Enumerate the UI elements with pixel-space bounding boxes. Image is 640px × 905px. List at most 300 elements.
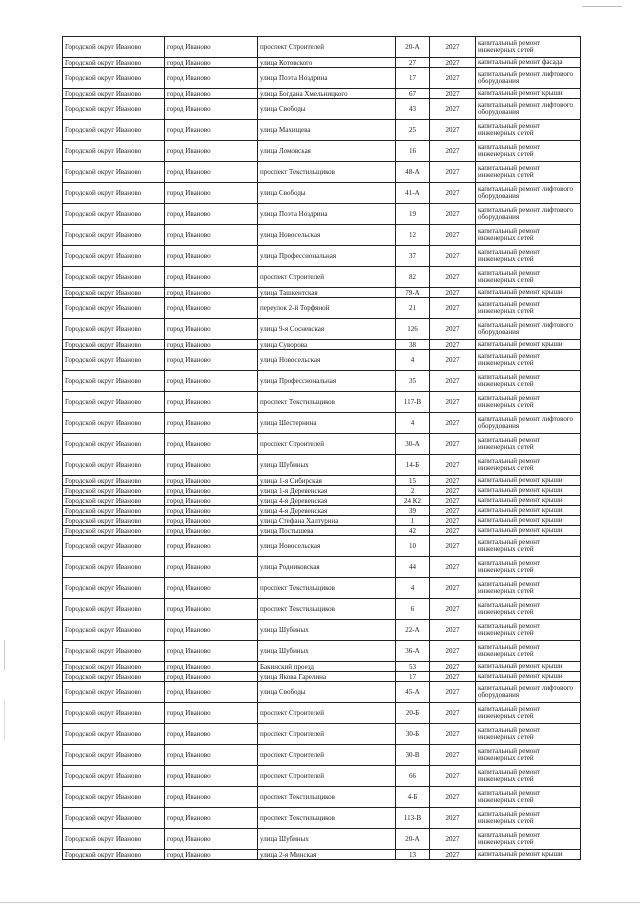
house-number-cell: 1	[396, 516, 430, 526]
year-cell: 2027	[430, 829, 476, 850]
street-cell: улица Шубиных	[258, 455, 396, 476]
street-cell: улица Шестернина	[258, 413, 396, 434]
table-row	[63, 267, 581, 288]
municipal-district-cell: Городской округ Иваново	[63, 37, 165, 58]
house-number-cell: 27	[396, 58, 430, 68]
city-cell: город Иваново	[165, 829, 258, 850]
municipal-district-cell: Городской округ Иваново	[63, 620, 165, 641]
table-row	[63, 506, 581, 516]
house-number-cell: 30-В	[396, 745, 430, 766]
street-cell: улица Постышева	[258, 526, 396, 536]
work-type-cell: капитальный ремонт крыши	[476, 516, 581, 526]
work-type-cell: капитальный ремонт инженерных сетей	[476, 745, 581, 766]
city-cell: город Иваново	[165, 787, 258, 808]
work-type-cell: капитальный ремонт инженерных сетей	[476, 724, 581, 745]
work-type-cell: капитальный ремонт инженерных сетей	[476, 829, 581, 850]
city-cell: город Иваново	[165, 371, 258, 392]
work-type-cell: капитальный ремонт инженерных сетей	[476, 641, 581, 662]
work-type-cell: капитальный ремонт инженерных сетей	[476, 225, 581, 246]
municipal-district-cell: Городской округ Иваново	[63, 476, 165, 486]
street-cell: улица Богдана Хмельницкого	[258, 89, 396, 99]
municipal-district-cell: Городской округ Иваново	[63, 682, 165, 703]
city-cell: город Иваново	[165, 340, 258, 350]
table-row	[63, 340, 581, 350]
house-number-cell: 6	[396, 599, 430, 620]
house-number-cell: 41-А	[396, 183, 430, 204]
work-type-cell: капитальный ремонт лифтового оборудования	[476, 682, 581, 703]
table-row	[63, 183, 581, 204]
city-cell: город Иваново	[165, 578, 258, 599]
work-type-cell: капитальный ремонт инженерных сетей	[476, 37, 581, 58]
municipal-district-cell: Городской округ Иваново	[63, 641, 165, 662]
house-number-cell: 15	[396, 476, 430, 486]
year-cell: 2027	[430, 434, 476, 455]
city-cell: город Иваново	[165, 434, 258, 455]
city-cell: город Иваново	[165, 455, 258, 476]
house-number-cell: 82	[396, 267, 430, 288]
year-cell: 2027	[430, 578, 476, 599]
year-cell: 2027	[430, 68, 476, 89]
municipal-district-cell: Городской округ Иваново	[63, 455, 165, 476]
house-number-cell: 45-А	[396, 682, 430, 703]
year-cell: 2027	[430, 319, 476, 340]
city-cell: город Иваново	[165, 496, 258, 506]
scan-artifact-top	[582, 6, 622, 7]
house-number-cell: 12	[396, 225, 430, 246]
municipal-district-cell: Городской округ Иваново	[63, 298, 165, 319]
work-type-cell: капитальный ремонт крыши	[476, 850, 581, 860]
year-cell: 2027	[430, 162, 476, 183]
house-number-cell: 25	[396, 120, 430, 141]
table-row	[63, 225, 581, 246]
municipal-district-cell: Городской округ Иваново	[63, 496, 165, 506]
table-row	[63, 557, 581, 578]
house-number-cell: 67	[396, 89, 430, 99]
house-number-cell: 30-А	[396, 434, 430, 455]
municipal-district-cell: Городской округ Иваново	[63, 120, 165, 141]
city-cell: город Иваново	[165, 703, 258, 724]
municipal-district-cell: Городской округ Иваново	[63, 141, 165, 162]
street-cell: улица 1-я Деревенская	[258, 486, 396, 496]
year-cell: 2027	[430, 392, 476, 413]
work-type-cell: капитальный ремонт лифтового оборудования	[476, 99, 581, 120]
municipal-district-cell: Городской округ Иваново	[63, 516, 165, 526]
street-cell: улица Шубиных	[258, 641, 396, 662]
scan-artifact-left	[4, 640, 5, 670]
table-row	[63, 413, 581, 434]
repair-register-table	[62, 36, 581, 860]
house-number-cell: 17	[396, 672, 430, 682]
municipal-district-cell: Городской округ Иваново	[63, 536, 165, 557]
table-row	[63, 298, 581, 319]
year-cell: 2027	[430, 141, 476, 162]
municipal-district-cell: Городской округ Иваново	[63, 340, 165, 350]
work-type-cell: капитальный ремонт инженерных сетей	[476, 578, 581, 599]
year-cell: 2027	[430, 599, 476, 620]
street-cell: улица Суворова	[258, 340, 396, 350]
municipal-district-cell: Городской округ Иваново	[63, 413, 165, 434]
municipal-district-cell: Городской округ Иваново	[63, 808, 165, 829]
year-cell: 2027	[430, 496, 476, 506]
city-cell: город Иваново	[165, 58, 258, 68]
year-cell: 2027	[430, 526, 476, 536]
work-type-cell: капитальный ремонт инженерных сетей	[476, 703, 581, 724]
year-cell: 2027	[430, 506, 476, 516]
street-cell: проспект Строителей	[258, 745, 396, 766]
house-number-cell: 30-Б	[396, 724, 430, 745]
house-number-cell: 44	[396, 557, 430, 578]
work-type-cell: капитальный ремонт крыши	[476, 288, 581, 298]
work-type-cell: капитальный ремонт лифтового оборудования	[476, 413, 581, 434]
municipal-district-cell: Городской округ Иваново	[63, 526, 165, 536]
year-cell: 2027	[430, 204, 476, 225]
table-row	[63, 371, 581, 392]
city-cell: город Иваново	[165, 516, 258, 526]
city-cell: город Иваново	[165, 808, 258, 829]
year-cell: 2027	[430, 557, 476, 578]
table-row	[63, 808, 581, 829]
street-cell: улица Ташкентская	[258, 288, 396, 298]
work-type-cell: капитальный ремонт фасада	[476, 58, 581, 68]
city-cell: город Иваново	[165, 476, 258, 486]
table-row	[63, 850, 581, 860]
work-type-cell: капитальный ремонт инженерных сетей	[476, 620, 581, 641]
year-cell: 2027	[430, 850, 476, 860]
municipal-district-cell: Городской округ Иваново	[63, 434, 165, 455]
work-type-cell: капитальный ремонт лифтового оборудования	[476, 68, 581, 89]
table-row	[63, 319, 581, 340]
year-cell: 2027	[430, 340, 476, 350]
city-cell: город Иваново	[165, 162, 258, 183]
street-cell: проспект Текстильщиков	[258, 787, 396, 808]
year-cell: 2027	[430, 745, 476, 766]
municipal-district-cell: Городской округ Иваново	[63, 766, 165, 787]
work-type-cell: капитальный ремонт инженерных сетей	[476, 267, 581, 288]
municipal-district-cell: Городской округ Иваново	[63, 319, 165, 340]
table-row	[63, 578, 581, 599]
city-cell: город Иваново	[165, 557, 258, 578]
year-cell: 2027	[430, 89, 476, 99]
year-cell: 2027	[430, 267, 476, 288]
city-cell: город Иваново	[165, 662, 258, 672]
house-number-cell: 16	[396, 141, 430, 162]
house-number-cell: 117-В	[396, 392, 430, 413]
municipal-district-cell: Городской округ Иваново	[63, 662, 165, 672]
city-cell: город Иваново	[165, 672, 258, 682]
city-cell: город Иваново	[165, 536, 258, 557]
work-type-cell: капитальный ремонт лифтового оборудования	[476, 183, 581, 204]
municipal-district-cell: Городской округ Иваново	[63, 350, 165, 371]
table-row	[63, 120, 581, 141]
table-row	[63, 476, 581, 486]
house-number-cell: 2	[396, 486, 430, 496]
city-cell: город Иваново	[165, 506, 258, 516]
municipal-district-cell: Городской округ Иваново	[63, 745, 165, 766]
city-cell: город Иваново	[165, 68, 258, 89]
house-number-cell: 126	[396, 319, 430, 340]
house-number-cell: 20-А	[396, 37, 430, 58]
street-cell: переулок 2-й Торфяной	[258, 298, 396, 319]
year-cell: 2027	[430, 766, 476, 787]
municipal-district-cell: Городской округ Иваново	[63, 506, 165, 516]
table-row	[63, 141, 581, 162]
table-row	[63, 496, 581, 506]
work-type-cell: капитальный ремонт лифтового оборудования	[476, 319, 581, 340]
house-number-cell: 113-В	[396, 808, 430, 829]
work-type-cell: капитальный ремонт инженерных сетей	[476, 350, 581, 371]
table-row	[63, 536, 581, 557]
street-cell: улица Поэта Ноздрина	[258, 204, 396, 225]
street-cell: улица Новосельская	[258, 350, 396, 371]
house-number-cell: 38	[396, 340, 430, 350]
table-row	[63, 724, 581, 745]
city-cell: город Иваново	[165, 413, 258, 434]
street-cell: проспект Строителей	[258, 703, 396, 724]
city-cell: город Иваново	[165, 298, 258, 319]
street-cell: проспект Текстильщиков	[258, 599, 396, 620]
table-row	[63, 162, 581, 183]
year-cell: 2027	[430, 288, 476, 298]
work-type-cell: капитальный ремонт инженерных сетей	[476, 392, 581, 413]
year-cell: 2027	[430, 787, 476, 808]
year-cell: 2027	[430, 120, 476, 141]
house-number-cell: 22-А	[396, 620, 430, 641]
municipal-district-cell: Городской округ Иваново	[63, 162, 165, 183]
table-row	[63, 682, 581, 703]
year-cell: 2027	[430, 662, 476, 672]
municipal-district-cell: Городской округ Иваново	[63, 703, 165, 724]
year-cell: 2027	[430, 246, 476, 267]
year-cell: 2027	[430, 298, 476, 319]
street-cell: улица Ломовская	[258, 141, 396, 162]
city-cell: город Иваново	[165, 99, 258, 120]
city-cell: город Иваново	[165, 225, 258, 246]
house-number-cell: 43	[396, 99, 430, 120]
city-cell: город Иваново	[165, 120, 258, 141]
street-cell: улица 4-я Деревенская	[258, 496, 396, 506]
year-cell: 2027	[430, 413, 476, 434]
house-number-cell: 10	[396, 536, 430, 557]
work-type-cell: капитальный ремонт крыши	[476, 476, 581, 486]
house-number-cell: 66	[396, 766, 430, 787]
table-row	[63, 516, 581, 526]
street-cell: проспект Строителей	[258, 267, 396, 288]
street-cell: улица 9-я Сосневская	[258, 319, 396, 340]
work-type-cell: капитальный ремонт инженерных сетей	[476, 120, 581, 141]
street-cell: улица 2-я Минская	[258, 850, 396, 860]
table-row	[63, 37, 581, 58]
year-cell: 2027	[430, 672, 476, 682]
work-type-cell: капитальный ремонт инженерных сетей	[476, 787, 581, 808]
year-cell: 2027	[430, 371, 476, 392]
year-cell: 2027	[430, 183, 476, 204]
house-number-cell: 4	[396, 578, 430, 599]
municipal-district-cell: Городской округ Иваново	[63, 724, 165, 745]
city-cell: город Иваново	[165, 620, 258, 641]
municipal-district-cell: Городской округ Иваново	[63, 672, 165, 682]
municipal-district-cell: Городской округ Иваново	[63, 246, 165, 267]
municipal-district-cell: Городской округ Иваново	[63, 599, 165, 620]
work-type-cell: капитальный ремонт крыши	[476, 526, 581, 536]
table-row	[63, 99, 581, 120]
house-number-cell: 21	[396, 298, 430, 319]
year-cell: 2027	[430, 724, 476, 745]
work-type-cell: капитальный ремонт инженерных сетей	[476, 141, 581, 162]
street-cell: улица Котовского	[258, 58, 396, 68]
table-row	[63, 766, 581, 787]
house-number-cell: 20-Б	[396, 703, 430, 724]
year-cell: 2027	[430, 455, 476, 476]
table-row	[63, 672, 581, 682]
table-row	[63, 526, 581, 536]
city-cell: город Иваново	[165, 599, 258, 620]
table-row	[63, 745, 581, 766]
table-row	[63, 392, 581, 413]
street-cell: улица Свободы	[258, 682, 396, 703]
city-cell: город Иваново	[165, 850, 258, 860]
city-cell: город Иваново	[165, 288, 258, 298]
city-cell: город Иваново	[165, 350, 258, 371]
municipal-district-cell: Городской округ Иваново	[63, 486, 165, 496]
municipal-district-cell: Городской округ Иваново	[63, 288, 165, 298]
street-cell: улица Родниковская	[258, 557, 396, 578]
street-cell: проспект Строителей	[258, 434, 396, 455]
municipal-district-cell: Городской округ Иваново	[63, 89, 165, 99]
scan-artifact-left-2	[4, 700, 5, 740]
house-number-cell: 53	[396, 662, 430, 672]
street-cell: улица Профессиональная	[258, 371, 396, 392]
house-number-cell: 4	[396, 413, 430, 434]
street-cell: улица Новосельская	[258, 536, 396, 557]
table-row	[63, 703, 581, 724]
street-cell: улица Поэта Ноздрина	[258, 68, 396, 89]
municipal-district-cell: Городской округ Иваново	[63, 392, 165, 413]
year-cell: 2027	[430, 99, 476, 120]
work-type-cell: капитальный ремонт крыши	[476, 672, 581, 682]
house-number-cell: 48-А	[396, 162, 430, 183]
city-cell: город Иваново	[165, 204, 258, 225]
street-cell: улица Шубиных	[258, 620, 396, 641]
municipal-district-cell: Городской округ Иваново	[63, 829, 165, 850]
street-cell: улица Стефана Халтурина	[258, 516, 396, 526]
city-cell: город Иваново	[165, 37, 258, 58]
street-cell: Бакинский проезд	[258, 662, 396, 672]
city-cell: город Иваново	[165, 526, 258, 536]
city-cell: город Иваново	[165, 319, 258, 340]
table-row	[63, 641, 581, 662]
year-cell: 2027	[430, 682, 476, 703]
city-cell: город Иваново	[165, 89, 258, 99]
work-type-cell: капитальный ремонт инженерных сетей	[476, 162, 581, 183]
house-number-cell: 35	[396, 371, 430, 392]
city-cell: город Иваново	[165, 486, 258, 496]
work-type-cell: капитальный ремонт инженерных сетей	[476, 246, 581, 267]
city-cell: город Иваново	[165, 246, 258, 267]
municipal-district-cell: Городской округ Иваново	[63, 68, 165, 89]
table-row	[63, 662, 581, 672]
table-row	[63, 288, 581, 298]
municipal-district-cell: Городской округ Иваново	[63, 267, 165, 288]
city-cell: город Иваново	[165, 183, 258, 204]
year-cell: 2027	[430, 808, 476, 829]
house-number-cell: 20-А	[396, 829, 430, 850]
work-type-cell: капитальный ремонт крыши	[476, 340, 581, 350]
work-type-cell: капитальный ремонт крыши	[476, 89, 581, 99]
street-cell: улица Свободы	[258, 99, 396, 120]
house-number-cell: 4	[396, 350, 430, 371]
house-number-cell: 36-А	[396, 641, 430, 662]
city-cell: город Иваново	[165, 682, 258, 703]
table-row	[63, 350, 581, 371]
city-cell: город Иваново	[165, 141, 258, 162]
street-cell: улица Новосельская	[258, 225, 396, 246]
street-cell: проспект Строителей	[258, 766, 396, 787]
year-cell: 2027	[430, 620, 476, 641]
work-type-cell: капитальный ремонт инженерных сетей	[476, 599, 581, 620]
street-cell: улица 4-я Деревенская	[258, 506, 396, 516]
street-cell: улица 1-я Сибирская	[258, 476, 396, 486]
table-row	[63, 829, 581, 850]
table-row	[63, 599, 581, 620]
house-number-cell: 79-А	[396, 288, 430, 298]
city-cell: город Иваново	[165, 267, 258, 288]
municipal-district-cell: Городской округ Иваново	[63, 850, 165, 860]
municipal-district-cell: Городской округ Иваново	[63, 578, 165, 599]
table-body	[63, 37, 581, 860]
work-type-cell: капитальный ремонт крыши	[476, 496, 581, 506]
work-type-cell: капитальный ремонт крыши	[476, 486, 581, 496]
street-cell: проспект Текстильщиков	[258, 808, 396, 829]
street-cell: улица Шубиных	[258, 829, 396, 850]
city-cell: город Иваново	[165, 766, 258, 787]
scan-artifact-bottom	[0, 902, 640, 903]
table-row	[63, 486, 581, 496]
year-cell: 2027	[430, 37, 476, 58]
year-cell: 2027	[430, 486, 476, 496]
municipal-district-cell: Городской округ Иваново	[63, 371, 165, 392]
house-number-cell: 13	[396, 850, 430, 860]
municipal-district-cell: Городской округ Иваново	[63, 204, 165, 225]
work-type-cell: капитальный ремонт инженерных сетей	[476, 766, 581, 787]
house-number-cell: 39	[396, 506, 430, 516]
table-row	[63, 58, 581, 68]
municipal-district-cell: Городской округ Иваново	[63, 225, 165, 246]
year-cell: 2027	[430, 476, 476, 486]
street-cell: проспект Строителей	[258, 724, 396, 745]
table-row	[63, 787, 581, 808]
street-cell: улица Профессиональная	[258, 246, 396, 267]
work-type-cell: капитальный ремонт инженерных сетей	[476, 536, 581, 557]
work-type-cell: капитальный ремонт инженерных сетей	[476, 371, 581, 392]
city-cell: город Иваново	[165, 745, 258, 766]
year-cell: 2027	[430, 641, 476, 662]
table-row	[63, 455, 581, 476]
house-number-cell: 19	[396, 204, 430, 225]
house-number-cell: 37	[396, 246, 430, 267]
house-number-cell: 24 К2	[396, 496, 430, 506]
house-number-cell: 17	[396, 68, 430, 89]
municipal-district-cell: Городской округ Иваново	[63, 99, 165, 120]
street-cell: проспект Текстильщиков	[258, 162, 396, 183]
work-type-cell: капитальный ремонт инженерных сетей	[476, 298, 581, 319]
year-cell: 2027	[430, 536, 476, 557]
work-type-cell: капитальный ремонт инженерных сетей	[476, 557, 581, 578]
table-row	[63, 89, 581, 99]
house-number-cell: 4-Б	[396, 787, 430, 808]
house-number-cell: 42	[396, 526, 430, 536]
city-cell: город Иваново	[165, 641, 258, 662]
city-cell: город Иваново	[165, 392, 258, 413]
